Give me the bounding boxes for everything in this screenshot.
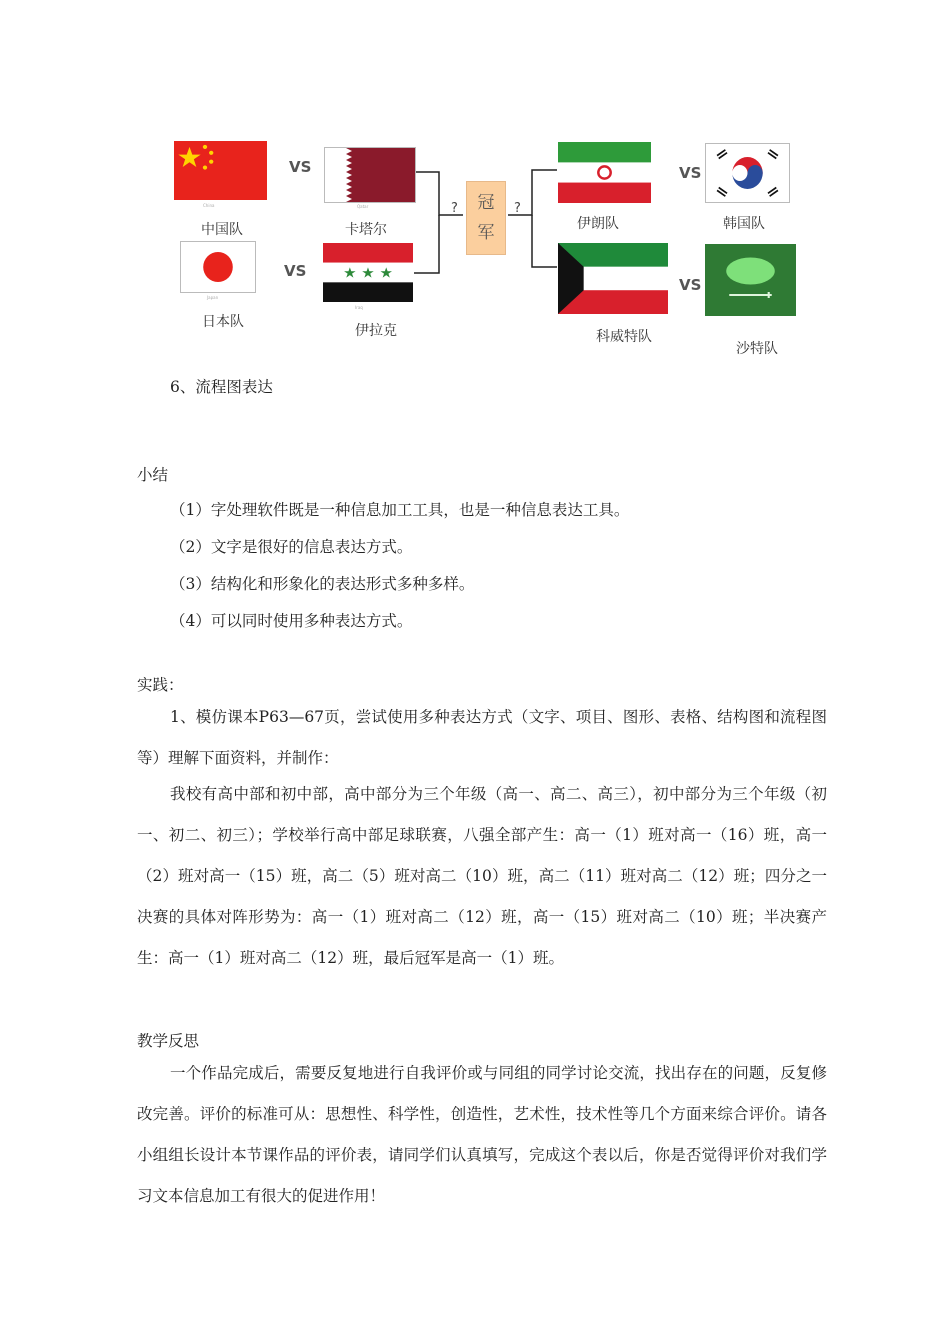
vs-label-1: VS [289, 158, 312, 176]
kuwait-flag [558, 243, 668, 314]
kuwait-label: 科威特队 [596, 329, 652, 345]
korea-label: 韩国队 [723, 216, 765, 232]
japan-flag [180, 241, 256, 293]
summary-item-3: （3）结构化和形象化的表达形式多种多样。 [170, 575, 475, 593]
japan-caption: Japan [207, 295, 219, 300]
korea-flag [705, 143, 790, 203]
champion-box [466, 181, 506, 255]
vs-label-3: VS [679, 164, 702, 182]
svg-text:★ ★ ★: ★ ★ ★ [343, 265, 393, 282]
bracket-line-right-bottom [532, 215, 557, 267]
practice-paragraph-1: 1、模仿课本P63—67页，尝试使用多种表达方式（文字、项目、图形、表格、结构图和流程图等）理解下面资料，并制作： [137, 708, 827, 767]
iraq-label: 伊拉克 [355, 323, 397, 339]
iraq-caption: Iraq [355, 305, 363, 310]
practice-paragraph-2: 我校有高中部和初中部，高中部分为三个年级（高一、高二、高三），初中部分为三个年级（初一、初二、初三）；学校举行高中部足球联赛，八强全部产生：高一（1）班对高一（16）班，高一（2）班对高一（15）班，高二（5）班对高二（10）班，高二（11）班对高二（12）班；四分之一决赛的具体对阵形势为：高一（1）班对高二（12）班，高一（15）班对高二（10）班；半决赛产生：高一（1）班对高二（12）班，最后冠军是高一（1）班。 [137, 785, 827, 967]
reflection-paragraph: 一个作品完成后，需要反复地进行自我评价或与同组的同学讨论交流，找出存在的问题，反复修改完善。评价的标准可从：思想性、科学性，创造性，艺术性，技术性等几个方面来综合评价。请各小组组长设计本节课作品的评价表，请同学们认真填写，完成这个表以后，你是否觉得评价对我们学习文本信息加工有很大的促进作用！ [137, 1064, 827, 1205]
summary-item-4: （4）可以同时使用多种表达方式。 [170, 612, 413, 630]
iraq-flag [323, 243, 413, 302]
vs-label-4: VS [679, 276, 702, 294]
qatar-label: 卡塔尔 [345, 222, 387, 238]
section-6-title: 6、流程图表达 [170, 378, 273, 396]
bracket-line-left-bottom [414, 215, 439, 273]
qatar-flag [324, 147, 416, 203]
question-mark-left: ? [451, 201, 458, 216]
iran-label: 伊朗队 [577, 216, 619, 232]
saudi-flag [705, 244, 796, 316]
iran-flag [558, 142, 651, 203]
china-flag [174, 141, 267, 200]
champion-char-1: 冠 [477, 193, 495, 213]
qatar-caption: Qatar [357, 204, 369, 209]
champion-char-2: 军 [477, 223, 495, 243]
reflection-heading: 教学反思 [137, 1032, 200, 1050]
practice-heading: 实践： [137, 676, 184, 694]
bracket-lines [0, 0, 950, 360]
china-caption: China [203, 203, 215, 208]
china-label: 中国队 [201, 222, 243, 238]
summary-item-2: （2）文字是很好的信息表达方式。 [170, 538, 413, 556]
summary-heading: 小结 [137, 466, 169, 484]
question-mark-right: ? [514, 201, 521, 216]
japan-label: 日本队 [202, 314, 244, 330]
vs-label-2: VS [284, 262, 307, 280]
summary-item-1: （1）字处理软件既是一种信息加工工具，也是一种信息表达工具。 [170, 501, 630, 519]
saudi-label: 沙特队 [736, 341, 778, 357]
